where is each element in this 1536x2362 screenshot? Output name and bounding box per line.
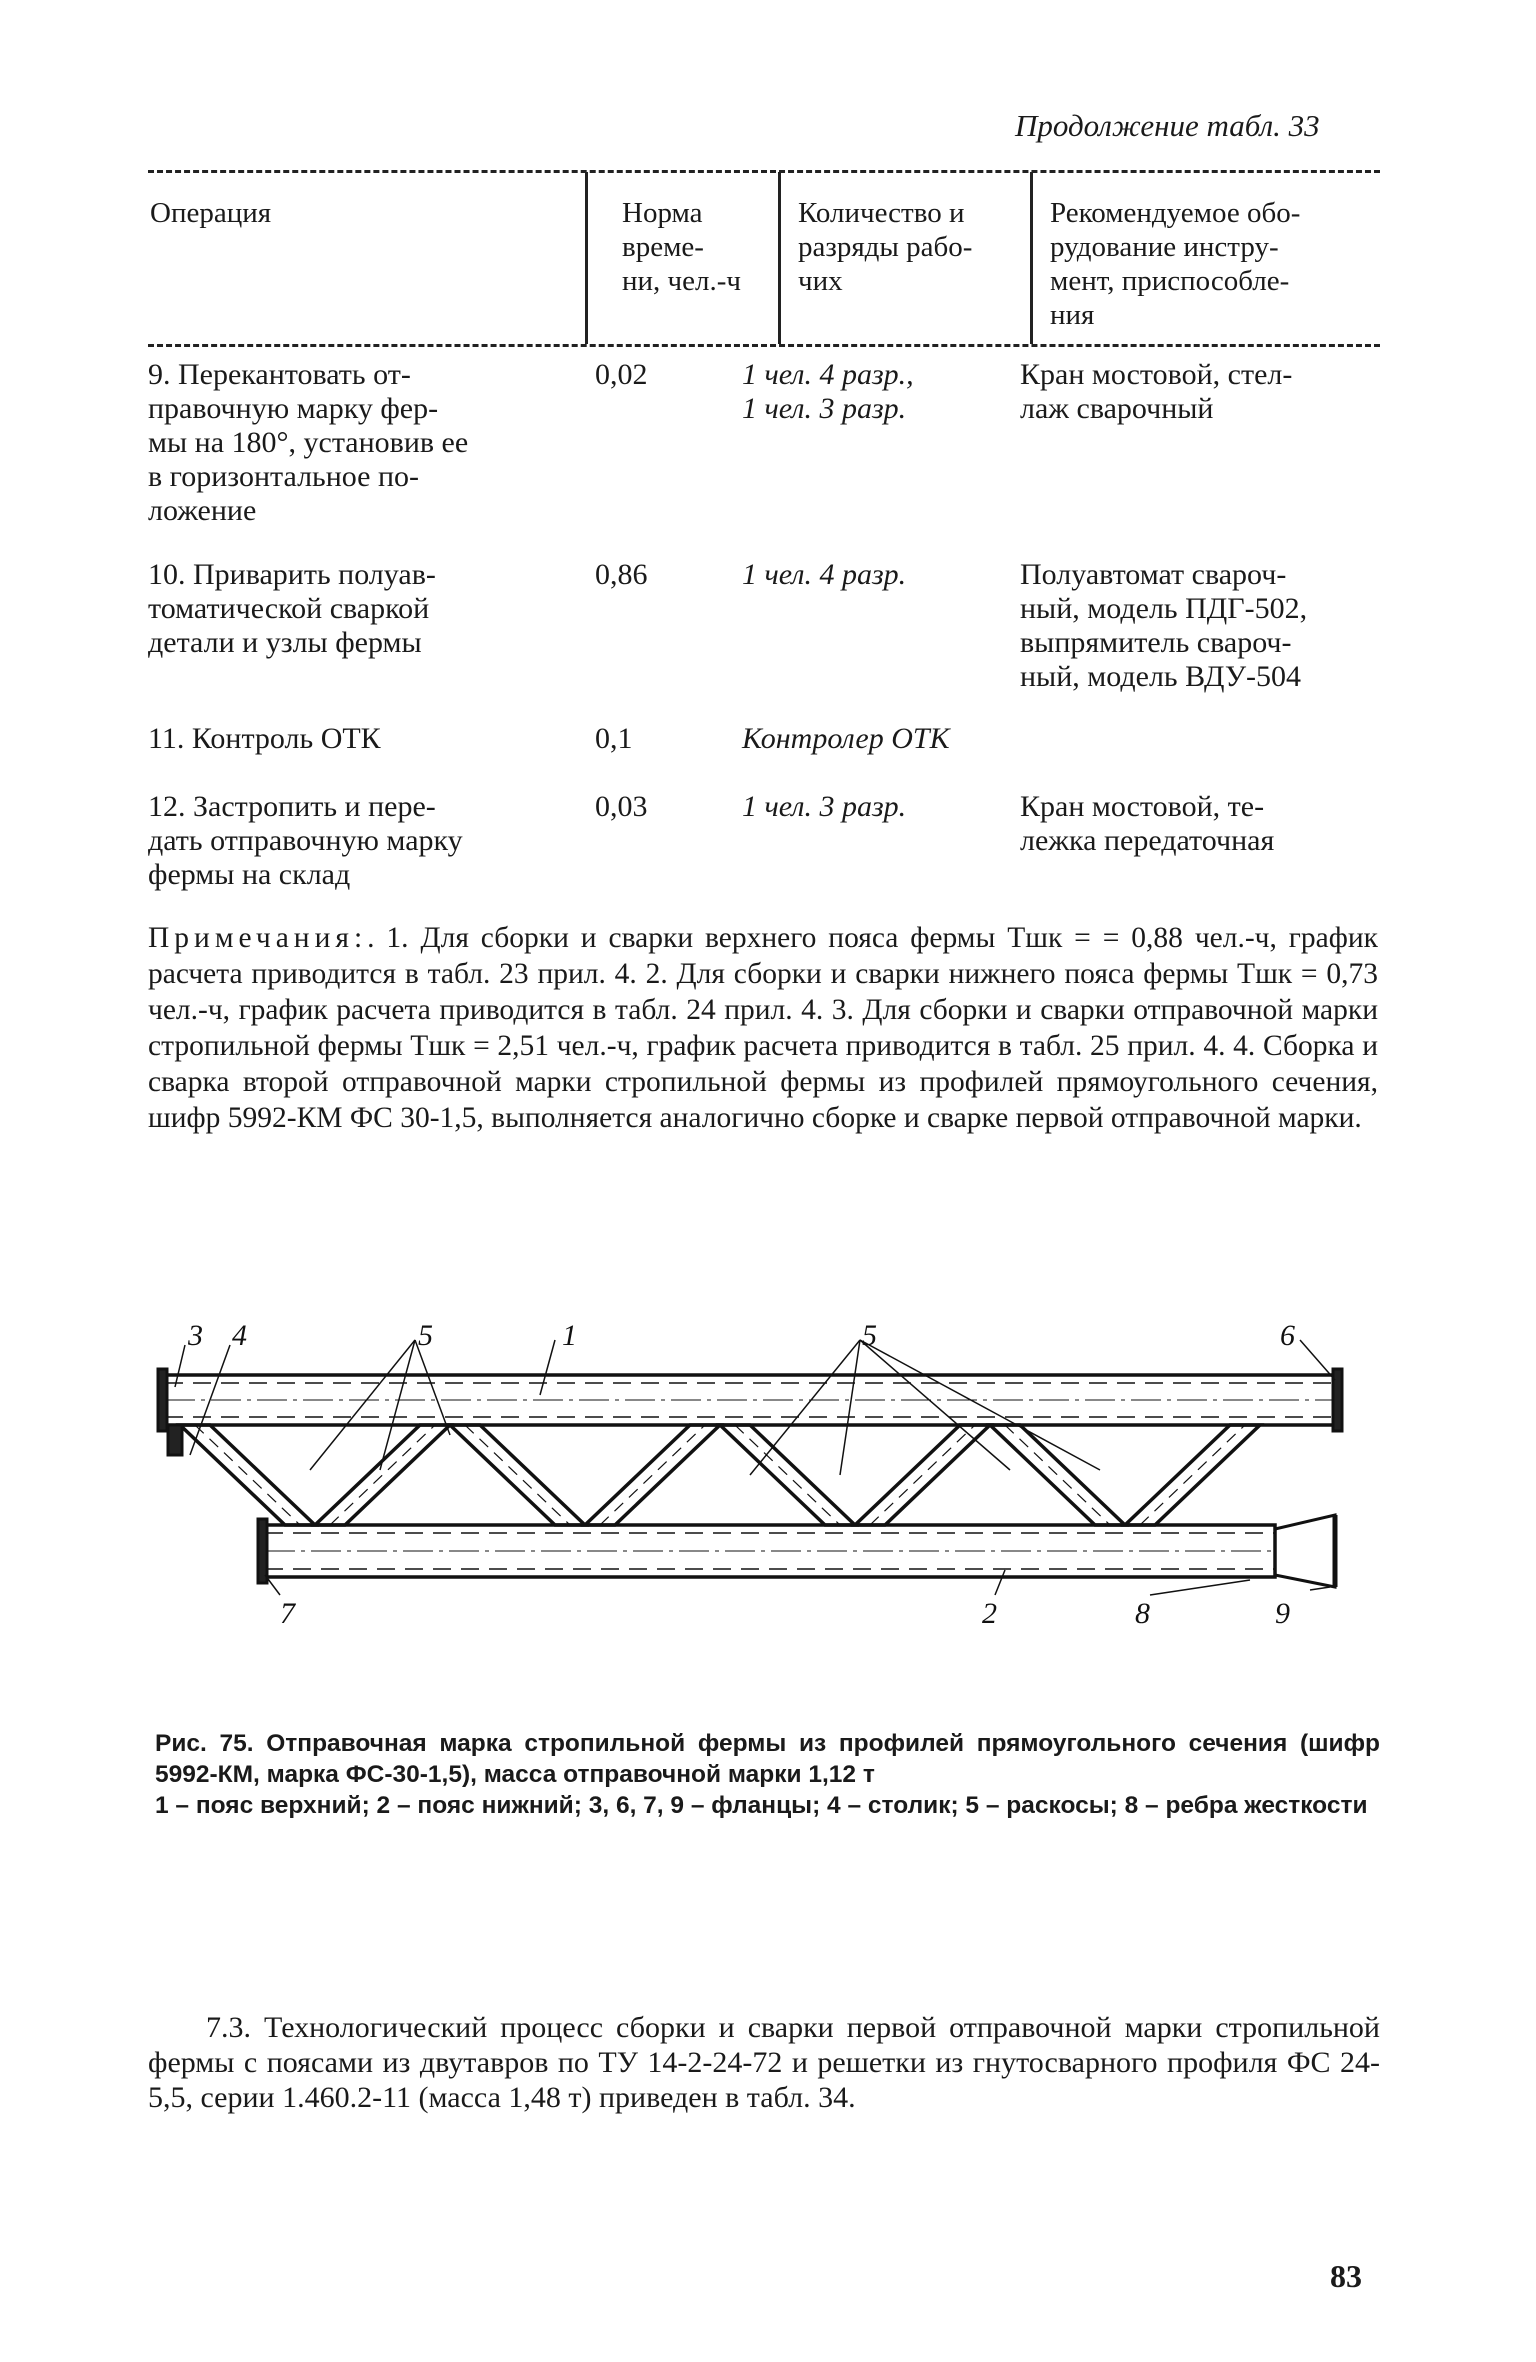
label-6: 6 xyxy=(1280,1325,1295,1352)
row-workers: 1 чел. 3 разр. xyxy=(742,790,907,823)
column-header-operation: Операция xyxy=(150,197,272,229)
table-notes xyxy=(148,920,1378,1136)
table-top-rule xyxy=(148,170,1380,173)
notes-text: . 1. Для сборки и сварки верхнего пояса фермы Tшк = = 0,88 чел.-ч, график расчета приводится в табл. 23 прил. 4. 2. Для сборки и сварки нижнего пояса фермы Tшк = 0,73 чел.-ч, график расчета приводится в табл. 24 прил. 4. 3. Для сборки и сварки отправочной марки стропильной фермы Tшк = 2,51 чел.-ч, график расчета приводится в табл. 25 прил. 4. 4. Сборка и сварка второй отправочной марки стропильной фермы из профилей прямоугольного сечения, шифр 5992-КМ ФС 30-1,5, выполняется аналогично сборке и сварке первой отправочной марки. xyxy=(148,922,1378,1134)
label-8: 8 xyxy=(1135,1597,1150,1630)
label-4: 4 xyxy=(232,1325,247,1352)
table-header-rule xyxy=(148,344,1380,347)
truss-figure xyxy=(150,1325,1390,1665)
label-3: 3 xyxy=(188,1325,203,1352)
col-divider-1 xyxy=(585,172,588,344)
row-norm: 0,86 xyxy=(595,558,648,591)
row-equipment: Кран мостовой, те- лежка передаточная xyxy=(1020,790,1275,857)
row-operation: 10. Приварить полуав- томатической сваркой детали и узлы фермы xyxy=(148,558,436,659)
upper-chord xyxy=(165,1375,1335,1425)
row-equipment: Кран мостовой, стел- лаж сварочный xyxy=(1020,358,1293,425)
truss-drawing xyxy=(150,1325,1390,1665)
leader-lines xyxy=(175,1340,1335,1595)
section-paragraph: 7.3. Технологический процесс сборки и сварки первой отправочной марки стропильной фермы с поясами из двутавров по ТУ 14-2-24-72 и решетки из гнутосварного профиля ФС 24-5,5, серии 1.460.2-11 (масса 1,48 т) приведен в табл. 34. xyxy=(148,2011,1380,2114)
row-workers: Контролер ОТК xyxy=(742,722,950,755)
label-5a: 5 xyxy=(418,1325,433,1352)
column-header-equipment: Рекомендуемое обо- рудование инстру- мент, приспособле- ния xyxy=(1050,197,1301,331)
notes-title: Примечания: xyxy=(148,922,368,954)
column-header-workers: Количество и разряды рабо- чих xyxy=(798,197,973,297)
row-workers: 1 чел. 4 разр. xyxy=(742,558,907,591)
label-7: 7 xyxy=(280,1597,295,1630)
flange-9 xyxy=(1275,1515,1335,1587)
page-number: 83 xyxy=(1330,2258,1362,2294)
label-9: 9 xyxy=(1275,1597,1290,1630)
row-workers: 1 чел. 4 разр., 1 чел. 3 разр. xyxy=(742,358,914,425)
lower-chord xyxy=(265,1525,1275,1577)
row-operation: 11. Контроль ОТК xyxy=(148,722,381,755)
row-norm: 0,1 xyxy=(595,722,633,755)
column-header-norm: Норма време- ни, чел.-ч xyxy=(622,197,741,297)
col-divider-2 xyxy=(778,172,781,344)
label-2: 2 xyxy=(982,1597,997,1630)
support-table-4 xyxy=(168,1425,182,1455)
brace-centerlines xyxy=(195,1425,1245,1525)
row-norm: 0,03 xyxy=(595,790,648,823)
table-continuation-caption: Продолжение табл. 33 xyxy=(1015,108,1320,143)
row-operation: 12. Застропить и пере- дать отправочную марку фермы на склад xyxy=(148,790,463,891)
figure-caption-title: Рис. 75. Отправочная марка стропильной фермы из профилей прямоугольного сечения (шифр 5992-КМ, марка ФС-30-1,5), масса отправочной марки 1,12 т xyxy=(155,1730,1380,1788)
flange-7 xyxy=(258,1519,267,1583)
row-equipment: Полуавтомат свароч- ный, модель ПДГ-502, выпрямитель свароч- ный, модель ВДУ-504 xyxy=(1020,558,1308,693)
label-1: 1 xyxy=(562,1325,577,1352)
row-norm: 0,02 xyxy=(595,358,648,391)
figure-caption-legend: 1 – пояс верхний; 2 – пояс нижний; 3, 6, 7, 9 – фланцы; 4 – столик; 5 – раскосы; 8 – ребра жесткости xyxy=(155,1792,1368,1819)
col-divider-3 xyxy=(1030,172,1033,344)
row-operation: 9. Перекантовать от- правочную марку фер- мы на 180°, установив ее в горизонтальное по- ложение xyxy=(148,358,469,527)
figure-caption xyxy=(155,1728,1380,1821)
flange-3 xyxy=(158,1369,167,1431)
braces xyxy=(180,1425,1260,1525)
label-5b: 5 xyxy=(862,1325,877,1352)
